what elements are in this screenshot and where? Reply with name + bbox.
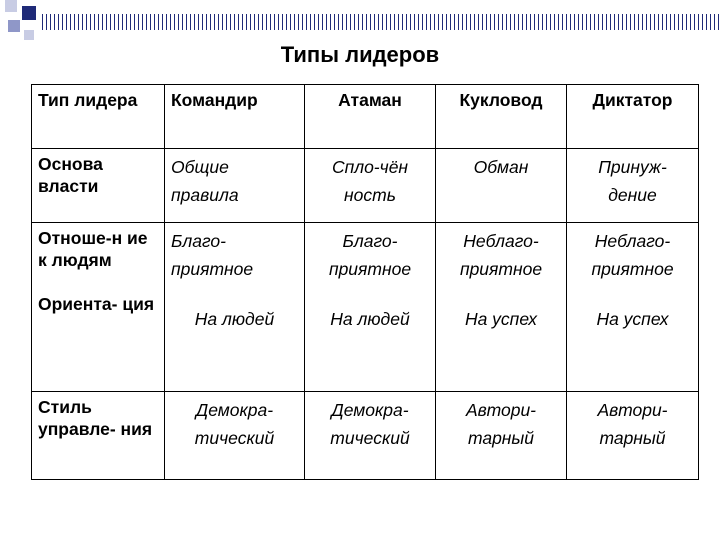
cell-orientation: На успех (596, 309, 669, 329)
table-cell (165, 223, 305, 392)
column-header: Атаман (305, 85, 436, 149)
table-header-row (32, 85, 699, 149)
decor-square (8, 20, 20, 32)
decor-square (22, 6, 36, 20)
table-cell: Демокра- тический (165, 392, 305, 480)
cell-relation: Неблаго- приятное (459, 231, 543, 279)
table-cell: Принуж- дение (567, 149, 699, 223)
row-header: Основа власти (32, 149, 165, 223)
cell-relation: Благо- приятное (171, 231, 254, 279)
table-cell: Автори- тарный (567, 392, 699, 480)
cell-orientation: На людей (194, 309, 275, 329)
row-header-relation: Отноше-н ие к людям (38, 228, 148, 270)
table-row (32, 149, 699, 223)
corner-header: Тип лидера (32, 85, 165, 149)
column-header: Кукловод (436, 85, 567, 149)
table-cell (567, 223, 699, 392)
table-cell: Спло-чён ность (305, 149, 436, 223)
table-row (32, 223, 699, 392)
table-cell (305, 223, 436, 392)
leader-types-table (31, 84, 699, 480)
cell-orientation: На людей (330, 309, 410, 329)
decor-stripe-bar (42, 14, 720, 30)
cell-relation: Благо- приятное (328, 231, 412, 279)
column-header: Диктатор (567, 85, 699, 149)
decor-square (24, 30, 34, 40)
table-cell: Автори- тарный (436, 392, 567, 480)
row-header-orientation: Ориента- ция (38, 294, 155, 314)
table-cell: Обман (436, 149, 567, 223)
row-header: Стиль управле- ния (32, 392, 165, 480)
table-row (32, 392, 699, 480)
table-cell: Демокра- тический (305, 392, 436, 480)
row-header (32, 223, 165, 392)
column-header: Командир (165, 85, 305, 149)
page-title: Типы лидеров (280, 42, 440, 67)
table-cell (436, 223, 567, 392)
cell-orientation: На успех (464, 309, 538, 329)
table-cell: Общие правила (165, 149, 305, 223)
cell-relation: Неблаго- приятное (591, 231, 674, 279)
decor-square (5, 0, 17, 12)
